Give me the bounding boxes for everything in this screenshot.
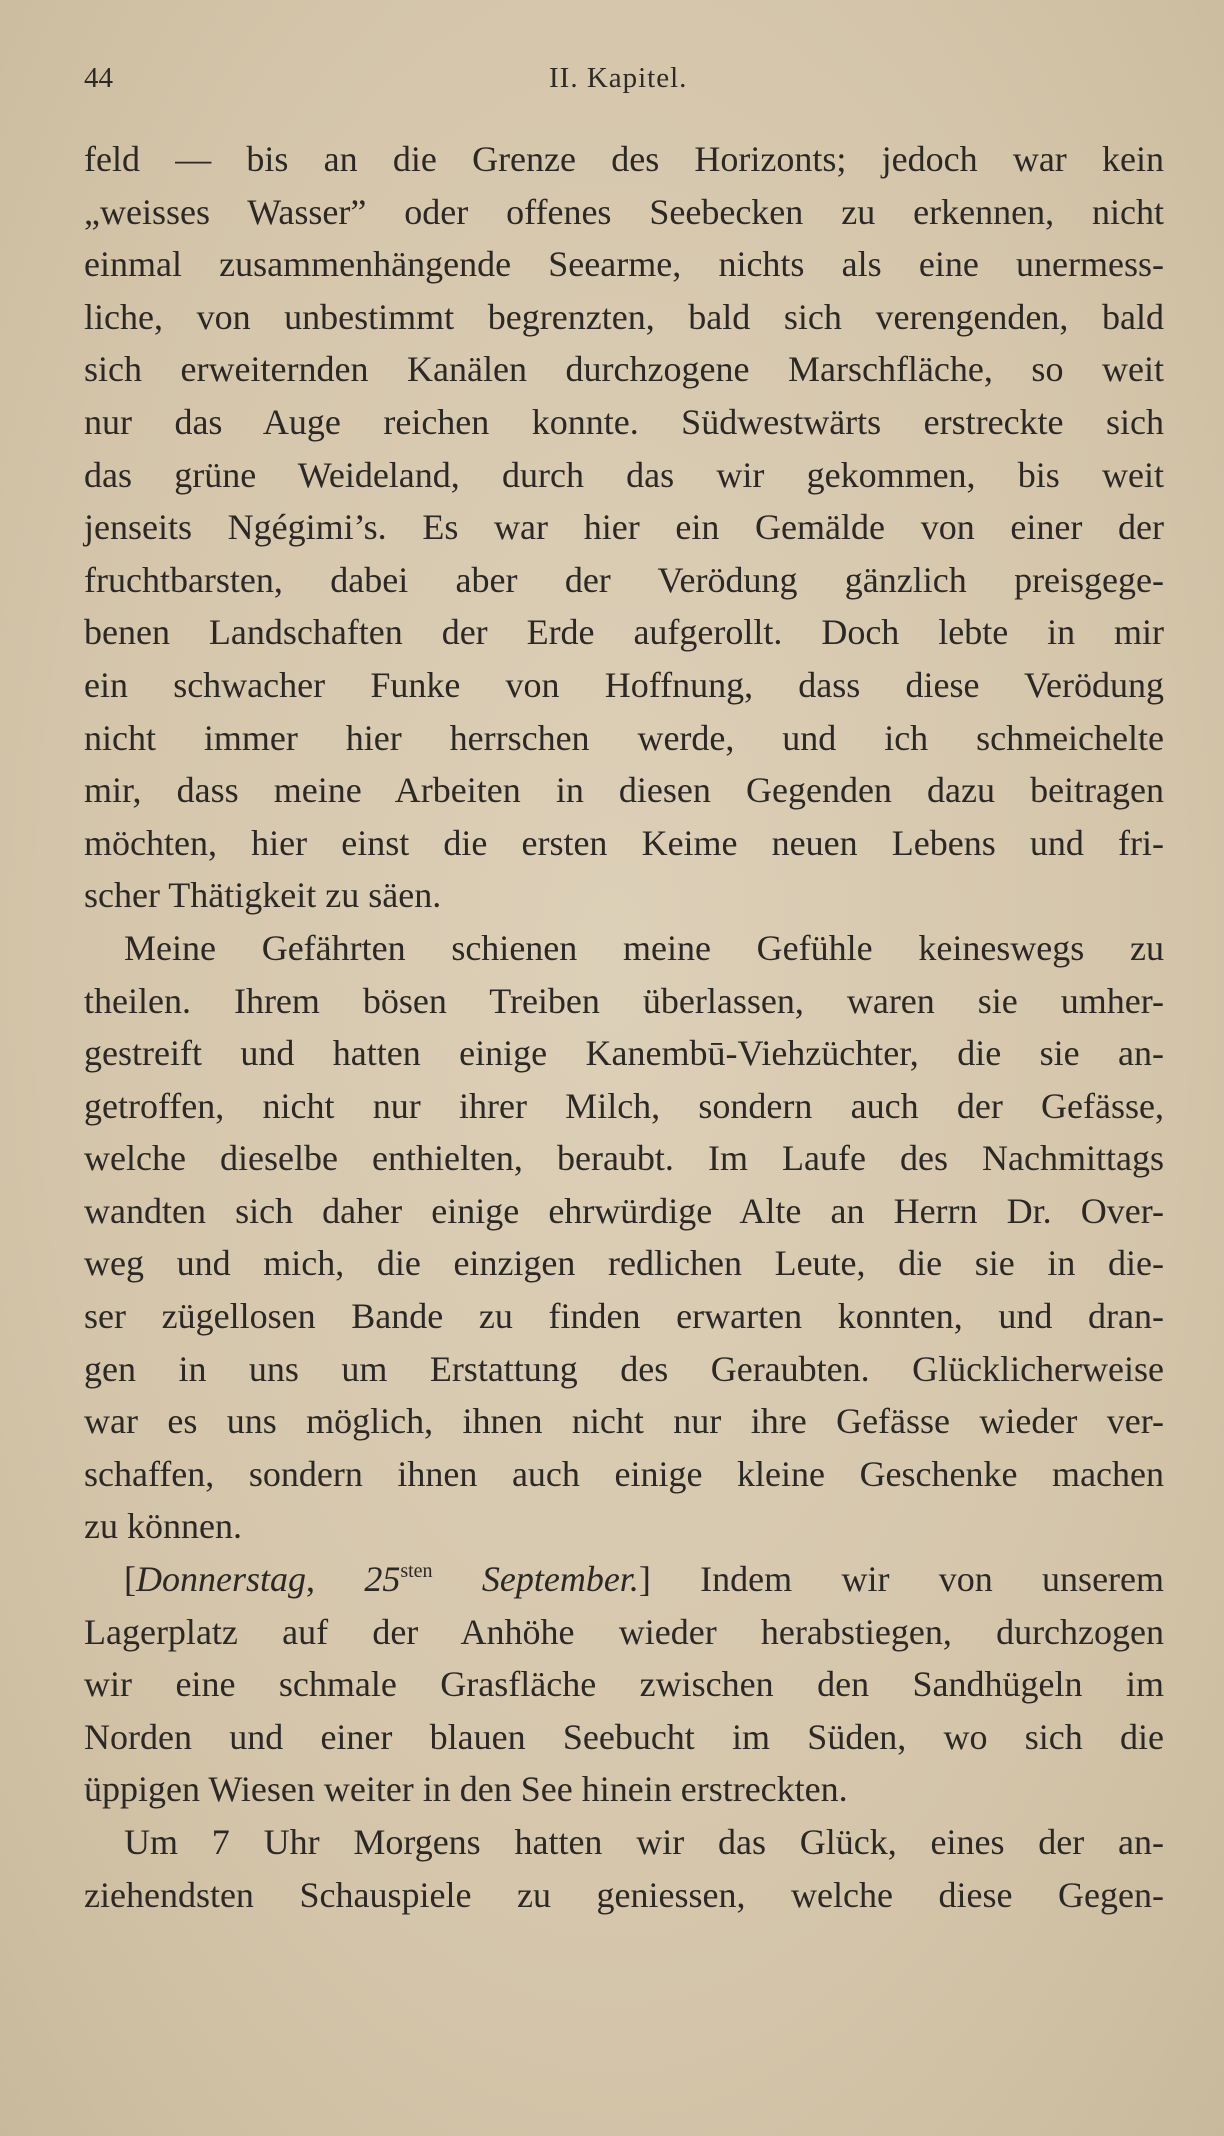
date-weekday: Donnerstag <box>136 1559 306 1600</box>
text-line: scher Thätigkeit zu säen. <box>84 875 442 916</box>
text-line: fruchtbarsten, dabei aber der Verödung gänzlich preisgege- <box>84 559 1164 600</box>
text-line: wandten sich daher einige ehrwürdige Alte an Herrn Dr. Over- <box>84 1190 1164 1231</box>
text-line: Lagerplatz auf der Anhöhe wieder herabstiegen, durchzogen <box>84 1611 1164 1652</box>
text-line: war es uns möglich, ihnen nicht nur ihre Gefässe wieder ver- <box>84 1401 1164 1442</box>
text-line: Norden und einer blauen Seebucht im Süden, wo sich die <box>84 1716 1164 1757</box>
page-header <box>84 62 1164 102</box>
date-day-suffix: sten <box>400 1560 433 1583</box>
text-line: gestreift und hatten einige Kanembū-Viehzüchter, die sie an- <box>84 1033 1164 1074</box>
text-line: mir, dass meine Arbeiten in diesen Gegenden dazu beitragen <box>84 770 1164 811</box>
date-day: 25 <box>364 1559 401 1600</box>
date-entry-text: Indem wir von unserem <box>650 1559 1165 1600</box>
text-line: benen Landschaften der Erde aufgerollt. Doch lebte in mir <box>84 612 1164 653</box>
date-month: September. <box>481 1559 639 1600</box>
text-line: welche dieselbe enthielten, beraubt. Im Laufe des Nachmittags <box>84 1138 1164 1179</box>
text-line: weg und mich, die einzigen redlichen Leute, die sie in die- <box>84 1243 1164 1284</box>
running-head: II. Kapitel. <box>549 62 688 94</box>
text-line: feld — bis an die Grenze des Horizonts; jedoch war kein <box>84 139 1164 179</box>
text-line: nur das Auge reichen konnte. Südwestwärts erstreckte sich <box>84 401 1164 442</box>
text-line: wir eine schmale Grasfläche zwischen den Sandhügeln im <box>84 1664 1164 1705</box>
text-line: das grüne Weideland, durch das wir gekommen, bis weit <box>84 454 1164 495</box>
date-close-bracket: ] <box>638 1559 651 1600</box>
date-open-bracket: [ <box>124 1559 136 1600</box>
text-line: getroffen, nicht nur ihrer Milch, sondern auch der Gefässe, <box>84 1085 1164 1126</box>
text-line: zu können. <box>84 1506 242 1547</box>
body-text <box>84 133 1164 1921</box>
text-line: möchten, hier einst die ersten Keime neuen Lebens und fri- <box>84 822 1164 863</box>
date-entry-line <box>84 1553 1164 1606</box>
date-comma: , <box>306 1559 365 1600</box>
text-line: sich erweiternden Kanälen durchzogene Marschfläche, so weit <box>84 349 1164 390</box>
text-line: ein schwacher Funke von Hoffnung, dass diese Verödung <box>84 664 1164 705</box>
text-line: gen in uns um Erstattung des Geraubten. Glücklicherweise <box>84 1348 1164 1389</box>
text-line: ziehendsten Schauspiele zu geniessen, welche diese Gegen- <box>84 1874 1164 1915</box>
text-line: jenseits Ngégimi’s. Es war hier ein Gemälde von einer der <box>84 507 1164 548</box>
text-line: nicht immer hier herrschen werde, und ich schmeichelte <box>84 717 1164 758</box>
text-line: einmal zusammenhängende Seearme, nichts als eine unermess- <box>84 244 1164 285</box>
page-number: 44 <box>84 62 113 94</box>
text-line: „weisses Wasser” oder offenes Seebecken zu erkennen, nicht <box>84 191 1164 232</box>
text-line: üppigen Wiesen weiter in den See hinein erstreckten. <box>84 1769 848 1810</box>
text-line: theilen. Ihrem bösen Treiben überlassen, waren sie umher- <box>84 980 1164 1021</box>
text-line: ser zügellosen Bande zu finden erwarten konnten, und dran- <box>84 1296 1164 1337</box>
text-line: liche, von unbestimmt begrenzten, bald sich verengenden, bald <box>84 296 1164 337</box>
text-line: schaffen, sondern ihnen auch einige kleine Geschenke machen <box>84 1453 1164 1494</box>
paragraph-start-line: Um 7 Uhr Morgens hatten wir das Glück, eines der an- <box>124 1822 1164 1862</box>
paragraph-start-line: Meine Gefährten schienen meine Gefühle keineswegs zu <box>124 927 1164 968</box>
